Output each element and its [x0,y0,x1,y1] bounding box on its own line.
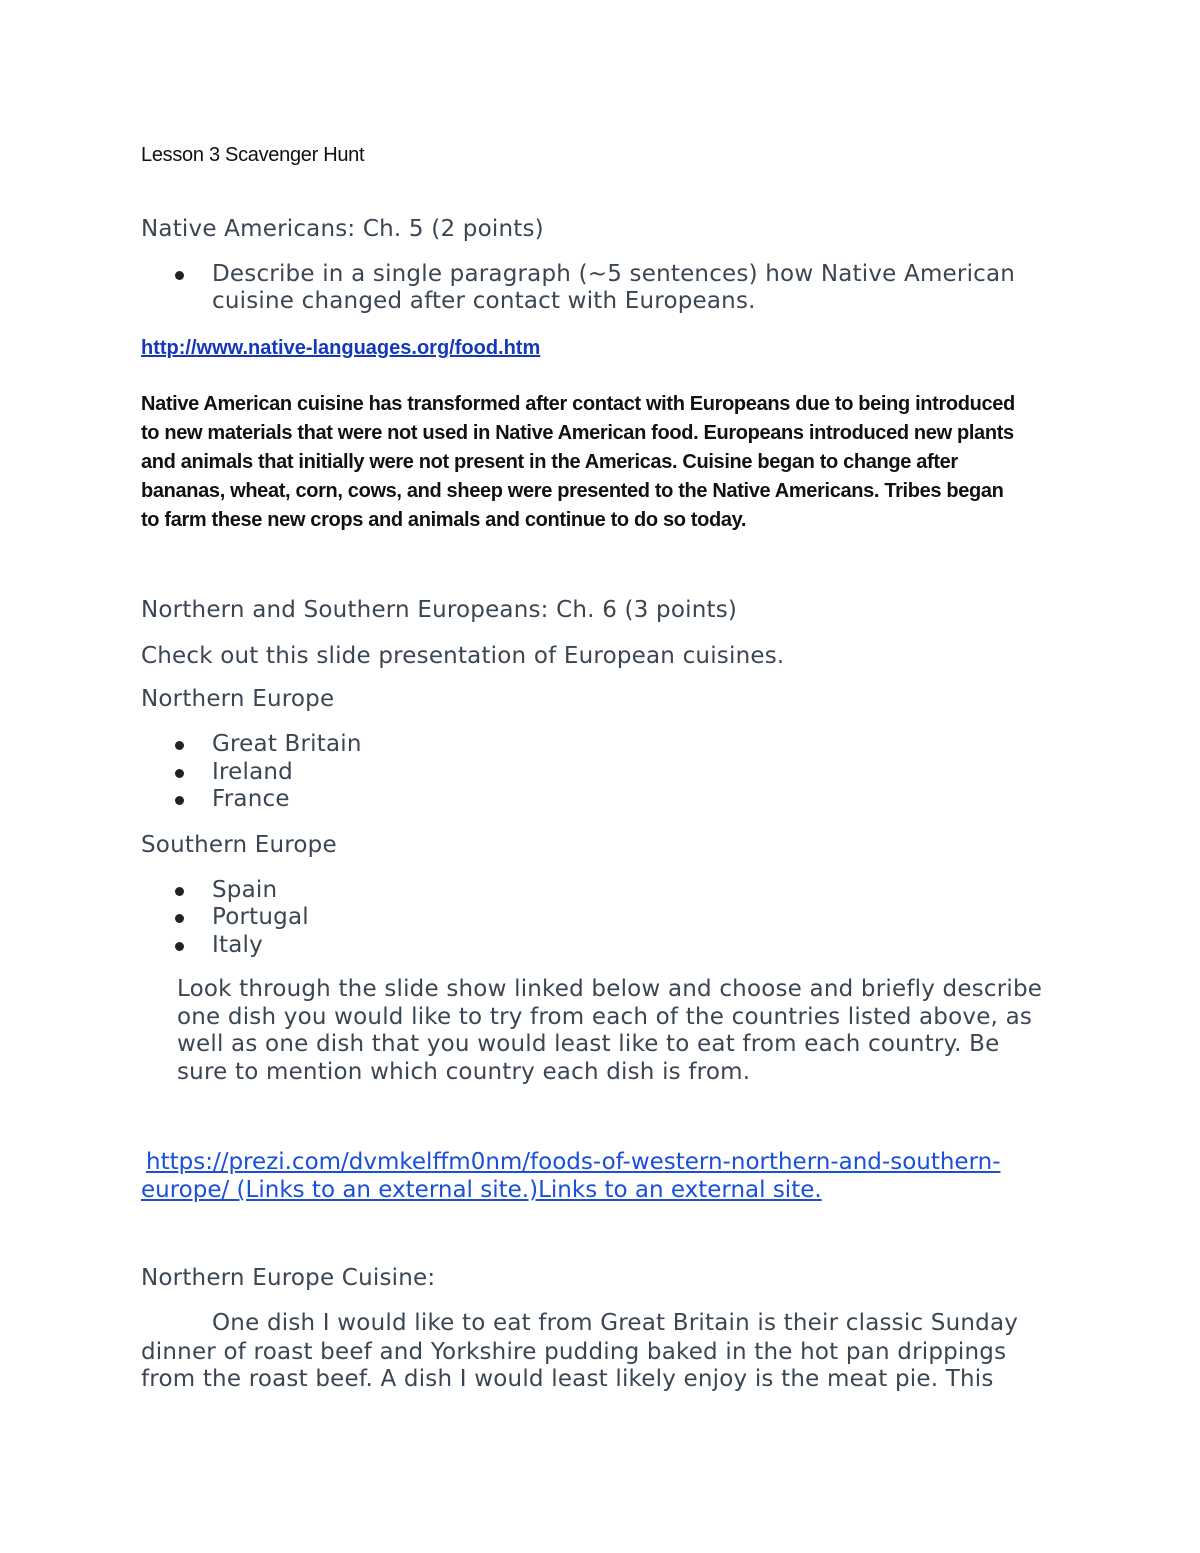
instructions-line: well as one dish that you would least like to eat from each country. Be [177,1031,1000,1057]
list-item-ireland: Ireland [212,759,293,785]
bullet-icon [175,271,184,280]
body-line: dinner of roast beef and Yorkshire pudding baked in the hot pan drippings [141,1339,1007,1365]
list-item-spain: Spain [212,877,278,903]
body-line: One dish I would like to eat from Great Britain is their classic Sunday [212,1310,1019,1336]
prezi-link-line[interactable]: europe/ (Links to an external site.)Links to an external site. [141,1177,822,1203]
bullet-icon [175,741,184,750]
bullet-icon [175,769,184,778]
southern-europe-label: Southern Europe [141,832,337,858]
bullet-text-line: Describe in a single paragraph (~5 sentences) how Native American [212,261,1016,287]
section-heading-europeans: Northern and Southern Europeans: Ch. 6 (3 points) [141,597,738,623]
bullet-icon [175,942,184,951]
section-intro: Check out this slide presentation of European cuisines. [141,643,785,669]
answer-line: to new materials that were not used in Native American food. Europeans introduced new plants [141,422,1014,444]
instructions-line: one dish you would like to try from each of the countries listed above, as [177,1004,1033,1030]
instructions-line: sure to mention which country each dish is from. [177,1059,751,1085]
document-title: Lesson 3 Scavenger Hunt [141,144,365,166]
answer-line: and animals that initially were not present in the Americas. Cuisine began to change after [141,451,958,473]
list-item-portugal: Portugal [212,904,309,930]
list-item-italy: Italy [212,932,263,958]
answer-line: Native American cuisine has transformed after contact with Europeans due to being introduced [141,393,1015,415]
list-item-france: France [212,786,290,812]
bullet-icon [175,796,184,805]
bullet-text-line: cuisine changed after contact with Europeans. [212,288,756,314]
list-item-great-britain: Great Britain [212,731,362,757]
answer-line: to farm these new crops and animals and continue to do so today. [141,509,747,531]
body-line: from the roast beef. A dish I would least likely enjoy is the meat pie. This [141,1366,994,1392]
bullet-icon [175,914,184,923]
native-languages-link[interactable]: http://www.native-languages.org/food.htm [141,337,541,359]
bullet-icon [175,887,184,896]
prezi-link-line[interactable]: https://prezi.com/dvmkelffm0nm/foods-of-western-northern-and-southern- [146,1149,1001,1175]
instructions-line: Look through the slide show linked below and choose and briefly describe [177,976,1043,1002]
section-heading-native-americans: Native Americans: Ch. 5 (2 points) [141,216,544,242]
northern-europe-label: Northern Europe [141,686,335,712]
answer-line: bananas, wheat, corn, cows, and sheep were presented to the Native Americans. Tribes began [141,480,1004,502]
section-heading-northern-cuisine: Northern Europe Cuisine: [141,1265,436,1291]
